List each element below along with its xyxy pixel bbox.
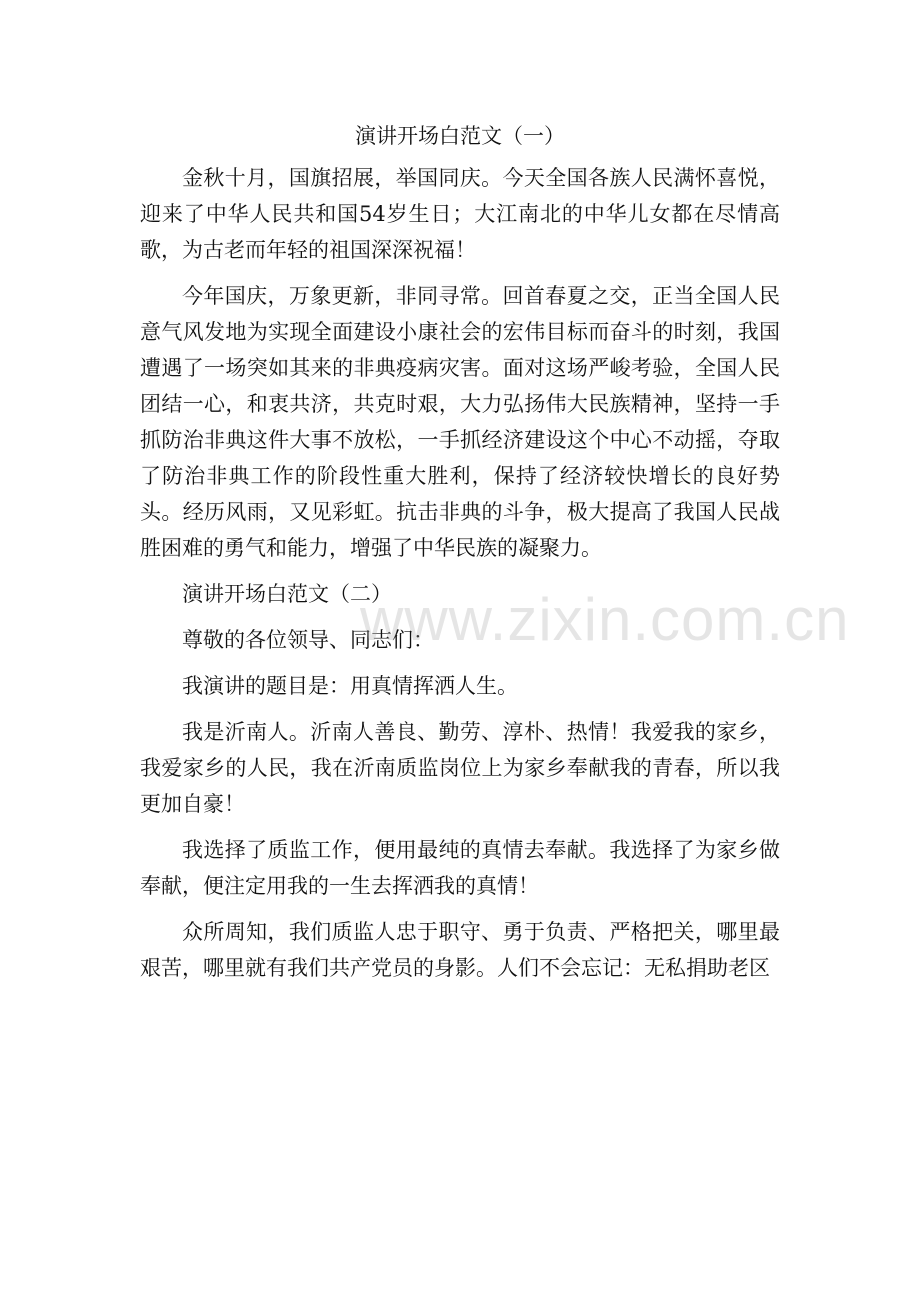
paragraph: 众所周知，我们质监人忠于职守、勇于负责、严格把关，哪里最艰苦，哪里就有我们共产党员的身影。人们不会忘记：无私捐助老区 — [140, 920, 780, 980]
paragraph: 金秋十月，国旗招展，举国同庆。今天全国各族人民满怀喜悦，迎来了中华人民共和国54岁生日；大江南北的中华儿女都在尽情高歌，为古老而年轻的祖国深深祝福！ — [140, 166, 780, 262]
section-subtitle: 演讲开场白范文（二） — [182, 582, 392, 606]
speech-topic: 我演讲的题目是：用真情挥洒人生。 — [182, 674, 518, 698]
greeting: 尊敬的各位领导、同志们： — [182, 628, 434, 652]
paragraph: 今年国庆，万象更新，非同寻常。回首春夏之交，正当全国人民意气风发地为实现全面建设小康社会的宏伟目标而奋斗的时刻，我国遭遇了一场突如其来的非典疫病灾害。面对这场严峻考验，全国人民团结一心，和衷共济，共克时艰，大力弘扬伟大民族精神，坚持一手抓防治非典这件大事不放松，一手抓经济建设这个中心不动摇，夺取了防治非典工作的阶段性重大胜利，保持了经济较快增长的良好势头。经历风雨，又见彩虹。抗击非典的斗争，极大提高了我国人民战胜困难的勇气和能力，增强了中华民族的凝聚力。 — [140, 284, 780, 560]
paragraph: 我选择了质监工作，便用最纯的真情去奉献。我选择了为家乡做奉献，便注定用我的一生去挥洒我的真情！ — [140, 838, 780, 898]
watermark: www.zixin.com.cn — [360, 586, 850, 653]
document-title: 演讲开场白范文（一） — [355, 124, 565, 148]
paragraph: 我是沂南人。沂南人善良、勤劳、淳朴、热情！我爱我的家乡，我爱家乡的人民，我在沂南质监岗位上为家乡奉献我的青春，所以我更加自豪！ — [140, 720, 780, 816]
document-body — [140, 118, 780, 996]
